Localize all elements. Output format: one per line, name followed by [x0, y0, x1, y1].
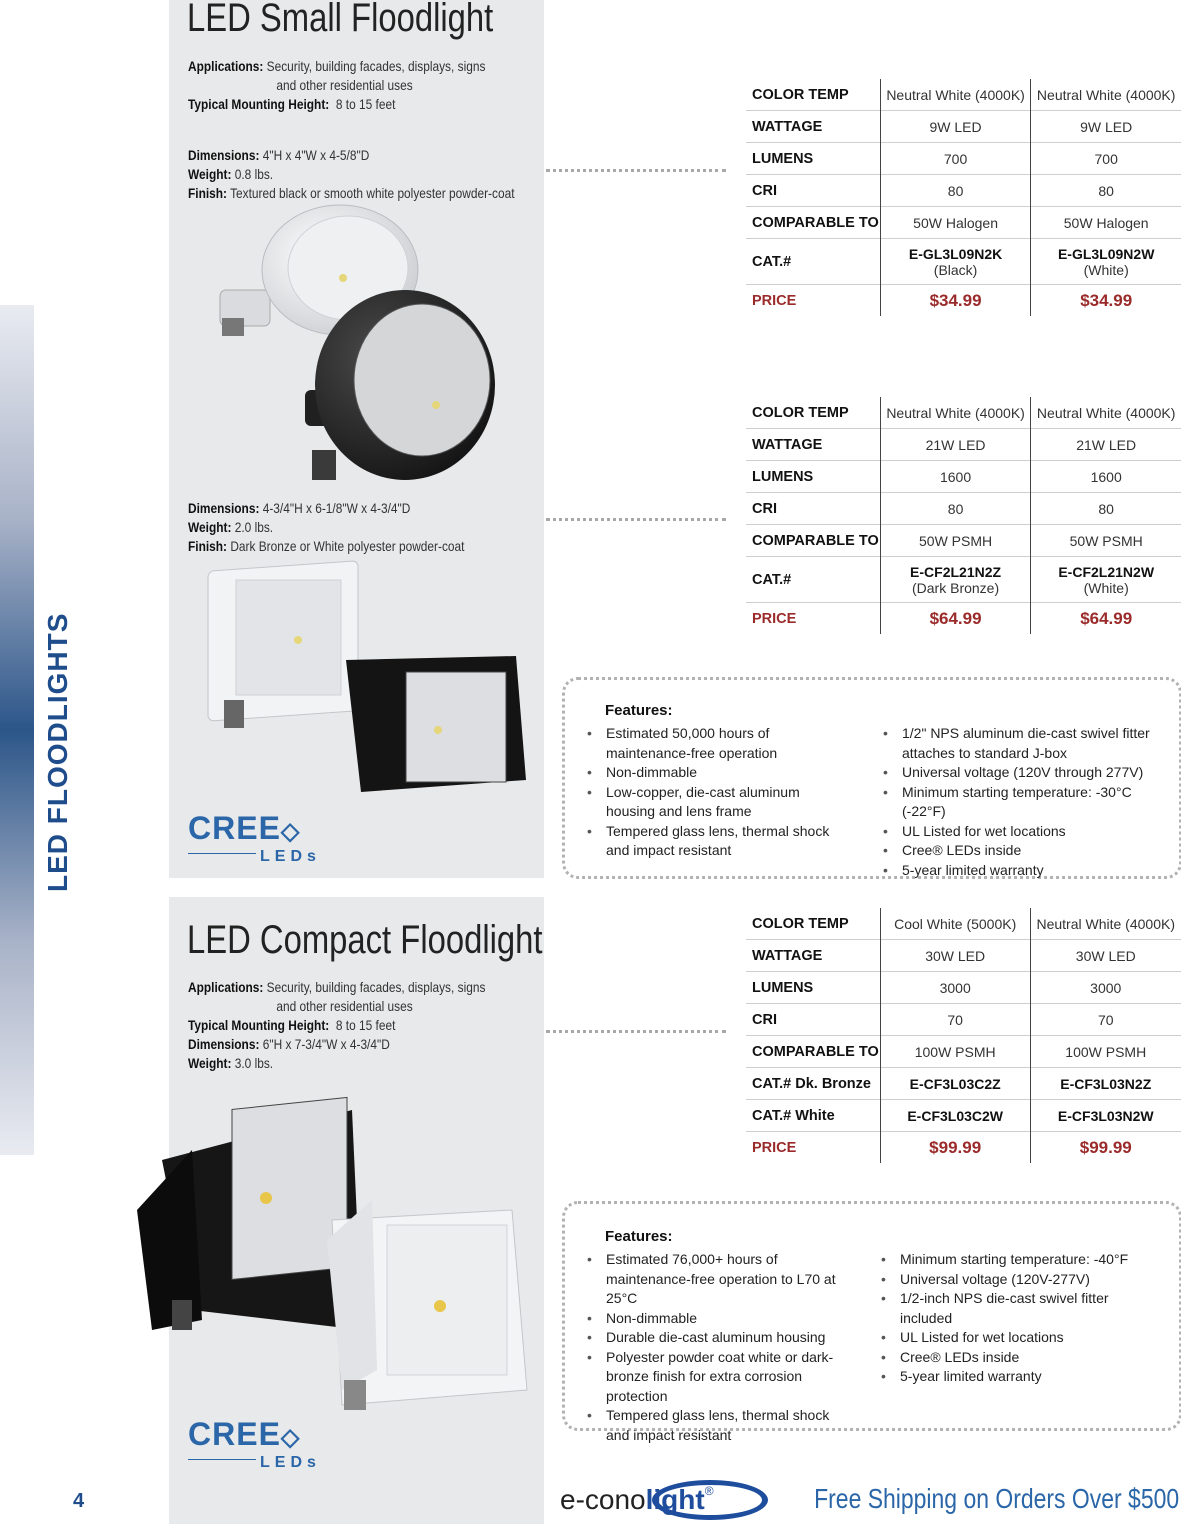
features-box-2 — [562, 1201, 1181, 1443]
list-item: • Durable die-cast aluminum housing — [587, 1328, 852, 1348]
cree-logo-2: CREE◇ LEDs — [188, 1416, 321, 1471]
list-item: • 1/2-inch NPS die-cast swivel fitter included — [881, 1289, 1161, 1328]
features-title: Features: — [605, 1228, 673, 1245]
table-row: LUMENS 3000 3000 — [746, 972, 1181, 1004]
table-row: LUMENS 700 700 — [746, 143, 1181, 175]
list-item: • Minimum starting temperature: -40°F — [881, 1250, 1161, 1270]
table-row: WATTAGE 21W LED 21W LED — [746, 429, 1181, 461]
table-row: COMPARABLE TO 50W Halogen 50W Halogen — [746, 207, 1181, 239]
table-row: CAT.# Dk. Bronze E-CF3L03C2Z E-CF3L03N2Z — [746, 1068, 1181, 1100]
small-floodlight-image — [200, 200, 500, 490]
section-label: LED FLOODLIGHTS — [42, 612, 73, 892]
product1-variantB-specs: Dimensions: 4-3/4"H x 6-1/8"W x 4-3/4"D Weight: 2.0 lbs. Finish: Dark Bronze or White polyester powder-coat — [188, 500, 465, 554]
features-box-1 — [562, 677, 1181, 879]
cree-logo-1: CREE◇ LEDs — [188, 810, 321, 865]
table-row: CAT.# White E-CF3L03C2W E-CF3L03N2W — [746, 1100, 1181, 1132]
product1-applications: Applications: Security, building facades, displays, signs and other residential uses Typical Mounting Height: 8 to 15 feet — [188, 58, 486, 112]
spec-table-small-9w — [746, 79, 1181, 316]
connector-3 — [546, 1030, 726, 1033]
features-list-right — [881, 1250, 1161, 1387]
list-item: • Cree® LEDs inside — [881, 1348, 1161, 1368]
cree-mark-icon: ◇ — [280, 1424, 301, 1451]
page-number: 4 — [73, 1490, 85, 1512]
features-title: Features: — [605, 702, 673, 719]
list-item: • 5-year limited warranty — [881, 1367, 1161, 1387]
table-row: LUMENS 1600 1600 — [746, 461, 1181, 493]
product2-title: LED Compact Floodlight — [187, 918, 543, 962]
table-row: CRI 80 80 — [746, 493, 1181, 525]
features-list-left — [587, 1250, 852, 1445]
table-row: COLOR TEMP Neutral White (4000K) Neutral White (4000K) — [746, 397, 1181, 429]
list-item: • Estimated 50,000 hours of maintenance-free operation — [587, 724, 852, 763]
list-item: • Universal voltage (120V-277V) — [881, 1270, 1161, 1290]
spec-table-compact-30w — [746, 908, 1181, 1163]
free-shipping-banner: Free Shipping on Orders Over $500 — [813, 1483, 1179, 1514]
list-item: • UL Listed for wet locations — [883, 822, 1153, 842]
table-row: CRI 80 80 — [746, 175, 1181, 207]
list-item: • 5-year limited warranty — [883, 861, 1153, 881]
list-item: • Polyester powder coat white or dark-bronze finish for extra corrosion protection — [587, 1348, 852, 1407]
table-row: WATTAGE 9W LED 9W LED — [746, 111, 1181, 143]
table-row: COMPARABLE TO 50W PSMH 50W PSMH — [746, 525, 1181, 557]
list-item: • Universal voltage (120V through 277V) — [883, 763, 1153, 783]
sidebar-gradient-stripe — [0, 305, 34, 1155]
table-row-price: PRICE $34.99 $34.99 — [746, 285, 1181, 317]
table-row: COLOR TEMP Neutral White (4000K) Neutral White (4000K) — [746, 79, 1181, 111]
features-list-right — [883, 724, 1153, 880]
list-item: • Low-copper, die-cast aluminum housing and lens frame — [587, 783, 852, 822]
connector-1 — [546, 169, 726, 172]
list-item: • Cree® LEDs inside — [883, 841, 1153, 861]
list-item: • Estimated 76,000+ hours of maintenance-free operation to L70 at 25°C — [587, 1250, 852, 1309]
product1-variantA-specs: Dimensions: 4"H x 4"W x 4-5/8"D Weight: 0.8 lbs. Finish: Textured black or smooth white polyester powder-coat — [188, 147, 515, 201]
list-item: • Non-dimmable — [587, 1309, 852, 1329]
table-row-price: PRICE $64.99 $64.99 — [746, 603, 1181, 635]
list-item: • Non-dimmable — [587, 763, 852, 783]
features-list-left — [587, 724, 852, 861]
list-item: • Tempered glass lens, thermal shock and impact resistant — [587, 1406, 852, 1445]
list-item: • Tempered glass lens, thermal shock and impact resistant — [587, 822, 852, 861]
table-row: CRI 70 70 — [746, 1004, 1181, 1036]
table-row: COMPARABLE TO 100W PSMH 100W PSMH — [746, 1036, 1181, 1068]
spec-table-small-21w — [746, 397, 1181, 634]
compact-bronze-floodlight-image — [196, 560, 536, 810]
connector-2 — [546, 518, 726, 521]
table-row: COLOR TEMP Cool White (5000K) Neutral White (4000K) — [746, 908, 1181, 940]
list-item: • 1/2" NPS aluminum die-cast swivel fitter attaches to standard J-box — [883, 724, 1153, 763]
cree-mark-icon: ◇ — [280, 818, 301, 845]
list-item: • Minimum starting temperature: -30°C (-22°F) — [883, 783, 1153, 822]
econolight-logo: e-conolight® — [560, 1478, 772, 1522]
table-row-cat: CAT.# E-GL3L09N2K (Black) E-GL3L09N2W (White) — [746, 239, 1181, 285]
table-row: WATTAGE 30W LED 30W LED — [746, 940, 1181, 972]
product2-specs: Applications: Security, building facades, displays, signs and other residential uses Typical Mounting Height: 8 to 15 feet Dimensions: 6"H x 7-3/4"W x 4-3/4"D Weight: 3.0 lbs. — [188, 979, 486, 1071]
compact-floodlight-image — [132, 1090, 537, 1420]
table-row-cat: CAT.# E-CF2L21N2Z (Dark Bronze) E-CF2L21N2W (White) — [746, 557, 1181, 603]
list-item: • UL Listed for wet locations — [881, 1328, 1161, 1348]
table-row-price: PRICE $99.99 $99.99 — [746, 1132, 1181, 1164]
product1-title: LED Small Floodlight — [187, 0, 494, 40]
